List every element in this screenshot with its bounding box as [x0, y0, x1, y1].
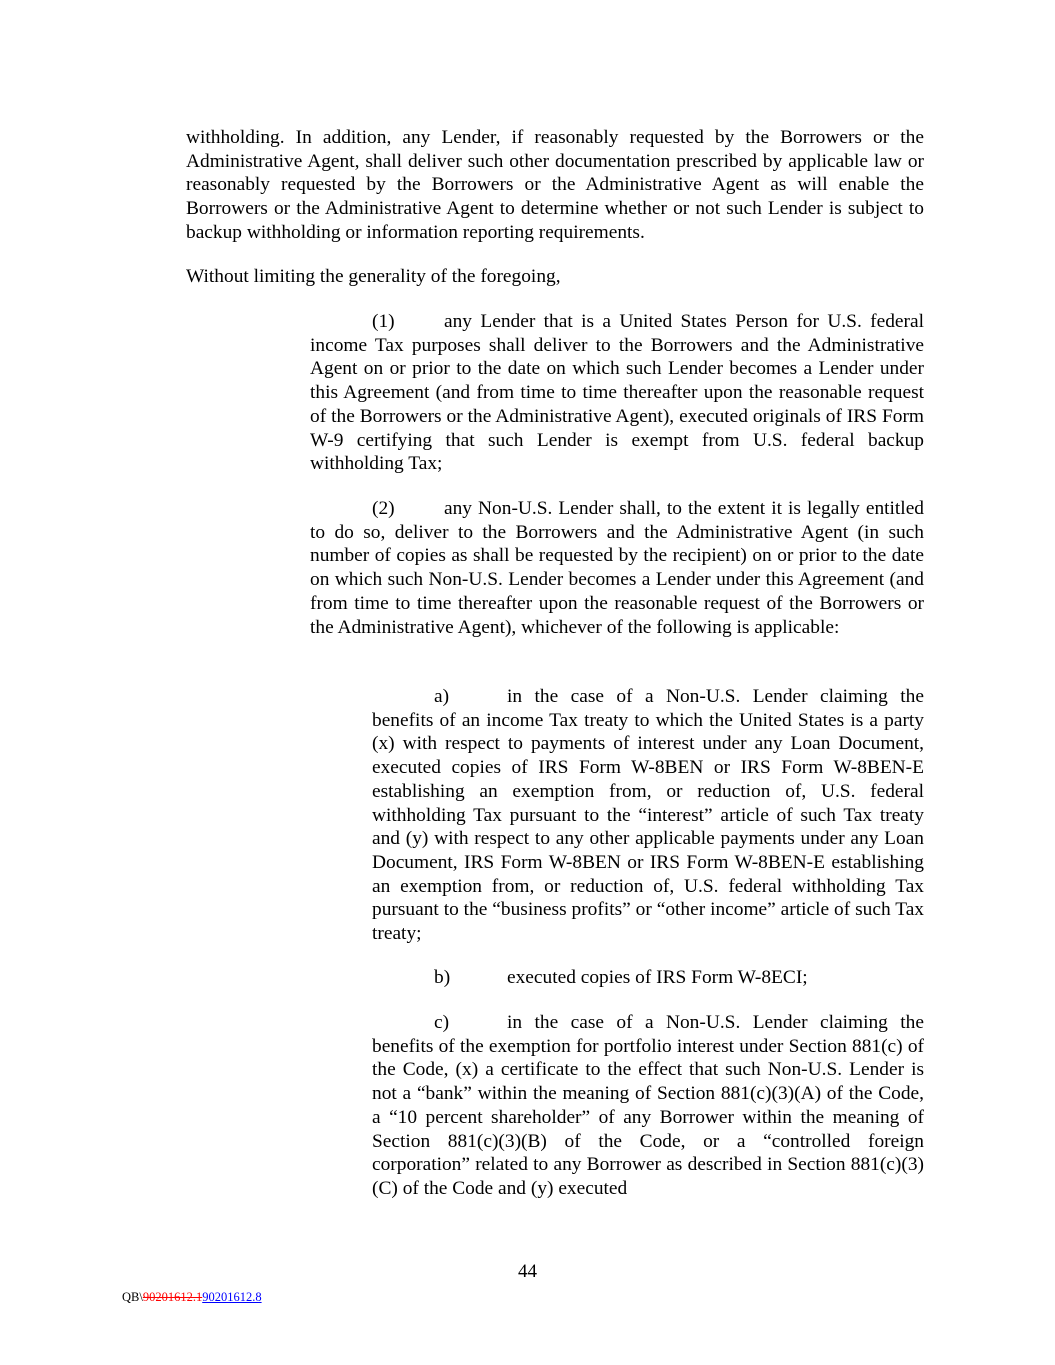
- footer-prefix: QB\: [122, 1290, 143, 1304]
- inserted-document-id: 90201612.8: [202, 1290, 262, 1304]
- list-item-text: any Non-U.S. Lender shall, to the extent it is legally entitled to do so, deliver to the Borrowers and the Administrative Agent (in such number of copies as shall be requested by the recipient) on or prior to the date on which such Non-U.S. Lender becomes a Lender under this Agreement (and from time to time thereafter upon the reasonable request of the Borrowers or the Administrative Agent), whichever of the following is applicable:: [310, 498, 924, 638]
- list-item-label: (1): [372, 311, 395, 332]
- list-item-label: (2): [372, 498, 395, 519]
- sub-list-item: [372, 966, 924, 990]
- sub-list-item-text: executed copies of IRS Form W-8ECI;: [507, 967, 808, 988]
- sub-list-item-label: b): [434, 967, 451, 988]
- sub-list-item-text: in the case of a Non-U.S. Lender claiming the benefits of the exemption for portfolio interest under Section 881(c) of the Code, (x) a certificate to the effect that such Non-U.S. Lender is not a “bank” within the meaning of Section 881(c)(3)(A) of the Code, a “10 percent shareholder” of any Borrower within the meaning of Section 881(c)(3)(B) of the Code, or a “controlled foreign corporation” related to any Borrower as described in Section 881(c)(3)(C) of the Code and (y) executed: [372, 1012, 924, 1199]
- list-item: [310, 310, 924, 476]
- sub-list-item-label: a): [434, 686, 450, 707]
- document-id-footer: [122, 1289, 262, 1305]
- continuation-paragraph: withholding. In addition, any Lender, if reasonably requested by the Borrowers or the Administrative Agent, shall deliver such other documentation prescribed by applicable law or reasonably requested by the Borrowers or the Administrative Agent as will enable the Borrowers or the Administrative Agent to determine whether or not such Lender is subject to backup withholding or information reporting requirements.: [186, 127, 924, 243]
- sub-list-item-label: c): [434, 1012, 450, 1033]
- deleted-document-id: 90201612.1: [142, 1290, 203, 1304]
- list-item: [310, 497, 924, 639]
- page-number: 44: [518, 1261, 537, 1282]
- list-item-text: any Lender that is a United States Person for U.S. federal income Tax purposes shall deliver to the Borrowers and the Administrative Agent on or prior to the date on which such Lender becomes a Lender under this Agreement (and from time to time thereafter upon the reasonable request of the Borrowers or the Administrative Agent), executed originals of IRS Form W-9 certifying that such Lender is exempt from U.S. federal backup withholding Tax;: [310, 311, 924, 475]
- sub-list-item: [372, 1011, 924, 1201]
- intro-paragraph: Without limiting the generality of the foregoing,: [186, 266, 561, 287]
- sub-list-item: [372, 685, 924, 946]
- sub-list-item-text: in the case of a Non-U.S. Lender claiming the benefits of an income Tax treaty to which the United States is a party (x) with respect to payments of interest under any Loan Document, executed copies of IRS Form W-8BEN or IRS Form W-8BEN-E establishing an exemption from, or reduction of, U.S. federal withholding Tax pursuant to the “interest” article of such Tax treaty and (y) with respect to any other applicable payments under any Loan Document, IRS Form W-8BEN or IRS Form W-8BEN-E establishing an exemption from, or reduction of, U.S. federal withholding Tax pursuant to the “business profits” or “other income” article of such Tax treaty;: [372, 686, 924, 945]
